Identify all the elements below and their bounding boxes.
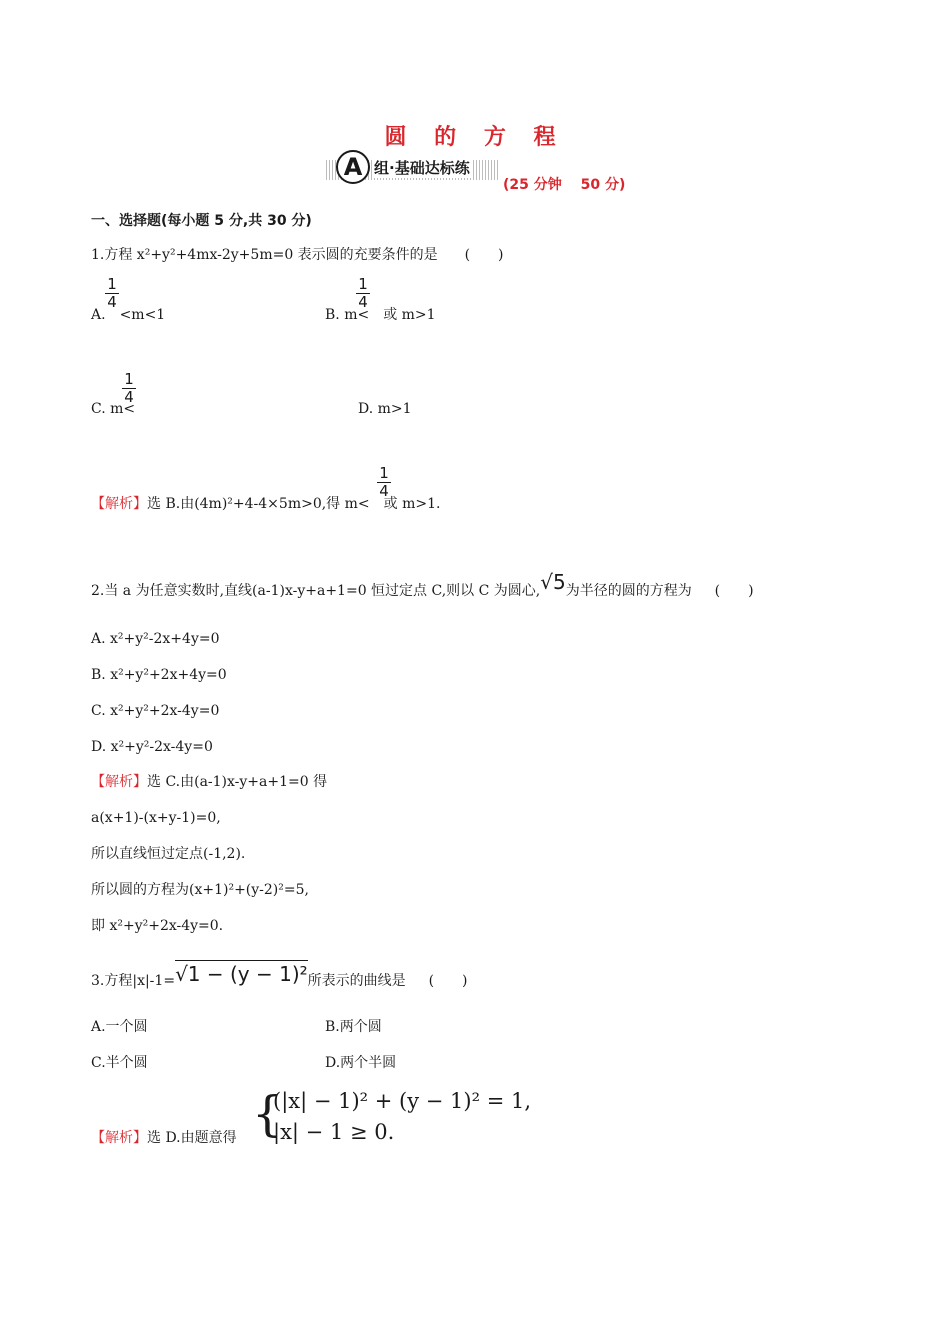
q2-stem-a: 2.当 a 为任意实数时,直线(a-1)x-y+a+1=0 恒过定点 C,则以 C 为圆心, — [91, 583, 541, 599]
frac-den: 4 — [124, 388, 134, 406]
q2-option-c: C. x²+y²+2x-4y=0 — [91, 703, 220, 719]
badge-letter: A — [336, 150, 370, 184]
q1-stem-text: 1.方程 x²+y²+4mx-2y+5m=0 表示圆的充要条件的是 — [91, 247, 438, 263]
section-title: 一、选择题(每小题 5 分,共 30 分) — [91, 213, 312, 229]
q2-paren: ( ) — [714, 583, 754, 599]
q1-opt-a-prefix: A. — [91, 307, 106, 323]
q2-option-a: A. x²+y²-2x+4y=0 — [91, 631, 220, 647]
q3-stem — [91, 962, 468, 990]
q1-opt-c-prefix: C. m< — [91, 401, 136, 417]
q3-system-line-2: |x| − 1 ≥ 0. — [273, 1120, 395, 1144]
frac-num: 1 — [122, 371, 136, 389]
q3-option-c: C.半个圆 — [91, 1055, 148, 1071]
frac-num: 1 — [377, 465, 391, 483]
q2-answer-line-3: 所以直线恒过定点(-1,2). — [91, 846, 246, 862]
q1-opt-a-suffix: <m<1 — [119, 307, 166, 323]
q1-opt-b-prefix: B. m< — [325, 307, 370, 323]
q1-answer-suffix: 或 m>1. — [383, 496, 441, 512]
q1-option-a — [91, 306, 165, 324]
q2-stem — [91, 570, 754, 600]
system-brace: { — [252, 1086, 283, 1142]
answer-label: 【解析】 — [91, 774, 147, 790]
q3-answer-text: 选 D.由题意得 — [147, 1130, 237, 1146]
q1-option-d: D. m>1 — [358, 401, 412, 417]
frac-den: 4 — [358, 293, 368, 311]
q3-sqrt-expression: √1 − (y − 1)² — [175, 962, 308, 986]
answer-label: 【解析】 — [91, 1130, 147, 1146]
q2-option-d: D. x²+y²-2x-4y=0 — [91, 739, 213, 755]
q3-answer — [91, 1129, 237, 1147]
answer-label: 【解析】 — [91, 496, 147, 512]
q3-option-a: A.一个圆 — [91, 1019, 148, 1035]
q3-stem-a: 3.方程|x|-1= — [91, 973, 176, 989]
q3-stem-b: 所表示的曲线是 — [307, 973, 406, 989]
level-badge — [326, 150, 500, 184]
q2-answer-1: 选 C.由(a-1)x-y+a+1=0 得 — [147, 774, 328, 790]
page-title: 圆 的 方 程 — [384, 125, 566, 150]
q2-answer-line-4: 所以圆的方程为(x+1)²+(y-2)²=5, — [91, 882, 309, 898]
q2-stem-b: 为半径的圆的方程为 — [565, 583, 692, 599]
q1-answer-prefix: 选 B.由(4m)²+4-4×5m>0,得 m< — [147, 496, 370, 512]
frac-num: 1 — [105, 276, 119, 294]
q3-option-b: B.两个圆 — [325, 1019, 382, 1035]
q3-option-d: D.两个半圆 — [325, 1055, 397, 1071]
frac-num: 1 — [356, 276, 370, 294]
q1-answer — [91, 495, 440, 513]
q1-stem — [91, 246, 504, 264]
badge-text: 组·基础达标练 — [374, 159, 470, 177]
q2-answer-line-2: a(x+1)-(x+y-1)=0, — [91, 810, 221, 826]
q3-paren: ( ) — [428, 973, 468, 989]
q2-answer-line-5: 即 x²+y²+2x-4y=0. — [91, 918, 224, 934]
frac-den: 4 — [107, 293, 117, 311]
q1-option-c — [91, 400, 135, 418]
frac-den: 4 — [379, 482, 389, 500]
q3-system-line-1: (|x| − 1)² + (y − 1)² = 1, — [273, 1089, 532, 1113]
q2-option-b: B. x²+y²+2x+4y=0 — [91, 667, 227, 683]
q1-paren: ( ) — [464, 247, 504, 263]
q1-option-b — [325, 306, 436, 324]
q2-answer-line-1 — [91, 773, 327, 791]
time-note: (25 分钟 50 分) — [503, 177, 626, 193]
q1-opt-b-suffix: 或 m>1 — [383, 307, 436, 323]
q2-sqrt5: √5 — [540, 570, 566, 594]
